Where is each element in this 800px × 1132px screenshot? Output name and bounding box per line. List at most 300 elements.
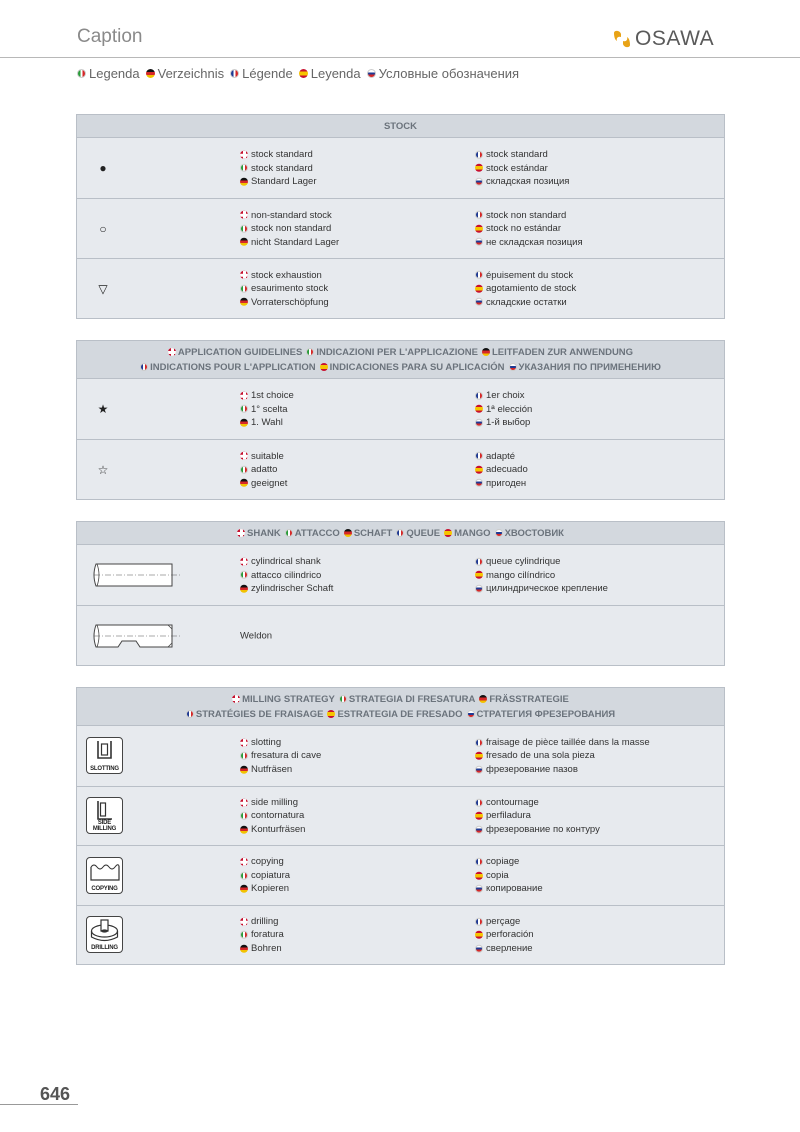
- germany-flag-icon: [240, 419, 248, 427]
- spain-flag-icon: [299, 69, 308, 78]
- france-flag-icon: [475, 738, 483, 746]
- milling-icon-label: DRILLING: [91, 945, 118, 952]
- section-header: [77, 341, 724, 379]
- uk-flag-icon: [240, 798, 248, 806]
- translation-line: [475, 928, 534, 942]
- translation-line: [475, 882, 543, 896]
- section-title-item: [140, 360, 316, 375]
- section-title-text: INDICATIONS POUR L'APPLICATION: [150, 361, 316, 373]
- translations-left: [240, 796, 305, 837]
- translation-text: contornatura: [251, 810, 305, 821]
- uk-flag-icon: [240, 151, 248, 159]
- uk-flag-icon: [232, 695, 240, 703]
- section-title-text: LEITFADEN ZUR ANWENDUNG: [491, 346, 634, 358]
- cylindrical-shank-icon: [92, 560, 182, 590]
- translations-right: [475, 389, 532, 430]
- uk-flag-icon: [240, 271, 248, 279]
- section-header: [77, 522, 724, 545]
- germany-flag-icon: [240, 765, 248, 773]
- translation-text: фрезерование по контуру: [486, 823, 600, 835]
- section-title-text: SHANK: [247, 527, 281, 539]
- translation-text: esaurimento stock: [251, 282, 329, 294]
- italy-flag-icon: [240, 931, 248, 939]
- translations-left: [240, 208, 339, 249]
- translation-line: [475, 823, 600, 837]
- translation-line: [475, 555, 608, 569]
- italy-flag-icon: [240, 571, 248, 579]
- france-flag-icon: [475, 271, 483, 279]
- application-guidelines-section: [76, 340, 725, 500]
- translation-text: queue cylindrique: [486, 555, 561, 567]
- translation-text: stock standard: [251, 148, 313, 160]
- milling-icon-label: SLOTTING: [90, 766, 119, 773]
- translation-line: [475, 148, 569, 162]
- translation-line: [475, 389, 532, 403]
- section-title-text: СТРАТЕГИЯ ФРЕЗЕРОВАНИЯ: [476, 708, 616, 720]
- germany-flag-icon: [344, 529, 352, 537]
- translation-text: drilling: [251, 915, 279, 927]
- translation-line: [240, 928, 284, 942]
- france-flag-icon: [396, 529, 404, 537]
- translation-line: [475, 869, 543, 883]
- section-title-text: APPLICATION GUIDELINES: [177, 346, 303, 358]
- legend-row: [77, 439, 724, 499]
- germany-flag-icon: [240, 298, 248, 306]
- translation-line: [240, 882, 290, 896]
- translation-text: складские остатки: [486, 296, 567, 308]
- legend-symbol: ★: [97, 402, 109, 416]
- translation-text: 1ª elección: [486, 403, 533, 415]
- translation-line: [475, 463, 528, 477]
- section-title-text: FRÄSSTRATEGIE: [489, 693, 569, 705]
- italy-flag-icon: [240, 285, 248, 293]
- translation-line: [240, 809, 305, 823]
- germany-flag-icon: [240, 178, 248, 186]
- slotting-icon: [86, 737, 123, 774]
- uk-flag-icon: [240, 738, 248, 746]
- legend-row: [77, 258, 724, 318]
- translation-line: [475, 476, 528, 490]
- translation-text: пригоден: [486, 477, 527, 489]
- translation-line: [240, 736, 321, 750]
- legend-row: [77, 198, 724, 258]
- translation-line: [475, 568, 608, 582]
- translation-line: [475, 449, 528, 463]
- translation-line: [475, 796, 600, 810]
- translation-line: [475, 222, 583, 236]
- stock-section: [76, 114, 725, 319]
- section-title-text: УКАЗАНИЯ ПО ПРИМЕНЕНИЮ: [518, 361, 661, 373]
- translations-left: [240, 389, 294, 430]
- italy-flag-icon: [240, 164, 248, 172]
- language-legend: [77, 66, 525, 81]
- section-title-item: [237, 526, 281, 541]
- germany-flag-icon: [240, 479, 248, 487]
- translation-line: [475, 749, 650, 763]
- translation-text: agotamiento de stock: [486, 282, 577, 294]
- translation-text: 1° scelta: [251, 403, 288, 415]
- section-title-item: [444, 526, 490, 541]
- language-item: [299, 66, 361, 81]
- translation-text: adapté: [486, 450, 516, 462]
- spain-flag-icon: [475, 871, 483, 879]
- france-flag-icon: [475, 452, 483, 460]
- weldon-shank-icon: [92, 621, 182, 651]
- language-item: [146, 66, 224, 81]
- translation-text: fresado de una sola pieza: [486, 750, 595, 761]
- translation-line: [475, 855, 543, 869]
- section-title-item: [479, 692, 569, 707]
- shank-symbol: [77, 606, 197, 665]
- section-title-item: [482, 345, 633, 360]
- translation-line: [240, 208, 339, 222]
- translation-text: suitable: [251, 450, 284, 462]
- section-title-text: MILLING STRATEGY: [242, 693, 335, 705]
- shank-section: [76, 521, 725, 666]
- russia-flag-icon: [475, 944, 483, 952]
- uk-flag-icon: [240, 452, 248, 460]
- translation-line: [475, 809, 600, 823]
- translation-line: [240, 476, 287, 490]
- legend-row: [77, 726, 724, 786]
- translation-text: perçage: [486, 915, 521, 927]
- spain-flag-icon: [475, 752, 483, 760]
- milling-symbol: [77, 846, 129, 905]
- translations-left: [240, 148, 317, 189]
- section-title-item: [285, 526, 340, 541]
- uk-flag-icon: [237, 529, 245, 537]
- france-flag-icon: [230, 69, 239, 78]
- translation-text: Konturfräsen: [251, 823, 306, 835]
- section-header: [77, 115, 724, 138]
- translation-text: fraisage de pièce taillée dans la masse: [486, 736, 650, 748]
- russia-flag-icon: [475, 885, 483, 893]
- translation-line: [240, 222, 339, 236]
- translations-left: [240, 736, 321, 777]
- legend-row: [77, 605, 724, 665]
- milling-symbol: [77, 726, 129, 786]
- translation-text: цилиндрическое крепление: [486, 582, 608, 594]
- translation-text: stock non standard: [251, 222, 332, 234]
- legend-row: [77, 379, 724, 439]
- translation-line: [240, 449, 287, 463]
- translation-line: [240, 823, 305, 837]
- translations-right: [475, 796, 600, 837]
- italy-flag-icon: [240, 752, 248, 760]
- translation-line: [240, 942, 284, 956]
- section-title-item: [168, 345, 302, 360]
- translation-text: фрезерование пазов: [486, 763, 578, 775]
- translations-right: [475, 555, 608, 596]
- russia-flag-icon: [467, 710, 475, 718]
- uk-flag-icon: [240, 858, 248, 866]
- france-flag-icon: [186, 710, 194, 718]
- section-title-text: INDICACIONES PARA SU APLICACIÓN: [329, 361, 505, 373]
- translation-text: perfiladura: [486, 810, 531, 821]
- page-title: Caption: [77, 26, 143, 47]
- translation-text: épuisement du stock: [486, 269, 574, 281]
- translation-text: adatto: [251, 463, 278, 475]
- translation-line: [475, 402, 532, 416]
- translation-text: foratura: [251, 929, 284, 940]
- italy-flag-icon: [339, 695, 347, 703]
- section-title-text: QUEUE: [406, 527, 441, 539]
- translation-line: [475, 915, 534, 929]
- translation-line: [240, 268, 329, 282]
- translations-right: [475, 268, 576, 309]
- france-flag-icon: [475, 798, 483, 806]
- translation-text: Bohren: [251, 942, 282, 954]
- translation-line: [240, 629, 272, 643]
- translations-left: [240, 855, 290, 896]
- copying-icon: [86, 857, 123, 894]
- russia-flag-icon: [475, 585, 483, 593]
- translation-line: [475, 175, 569, 189]
- section-title-item: [396, 526, 440, 541]
- germany-flag-icon: [482, 348, 490, 356]
- title-rule: [0, 57, 800, 58]
- translation-line: [240, 763, 321, 777]
- legend-symbol: ○: [99, 221, 107, 236]
- translations-right: [475, 148, 569, 189]
- section-title-item: [320, 360, 505, 375]
- france-flag-icon: [140, 363, 148, 371]
- section-title-item: [232, 692, 335, 707]
- language-label: Leyenda: [310, 66, 361, 81]
- translations-right: [475, 915, 534, 956]
- uk-flag-icon: [240, 392, 248, 400]
- page-number-rule: [0, 1104, 78, 1105]
- translation-text: side milling: [251, 796, 298, 808]
- legend-row: [77, 845, 724, 905]
- translation-text: складская позиция: [486, 175, 570, 187]
- translation-text: slotting: [251, 736, 282, 748]
- russia-flag-icon: [367, 69, 376, 78]
- side-milling-icon: [86, 797, 123, 834]
- germany-flag-icon: [240, 944, 248, 952]
- section-title-text: ATTACCO: [294, 527, 340, 539]
- italy-flag-icon: [306, 348, 314, 356]
- translation-line: [475, 582, 608, 596]
- spain-flag-icon: [475, 931, 483, 939]
- translation-line: [240, 282, 329, 296]
- spain-flag-icon: [444, 529, 452, 537]
- translation-text: Nutfräsen: [251, 763, 293, 775]
- translation-line: [475, 295, 576, 309]
- spain-flag-icon: [475, 285, 483, 293]
- translation-text: stock standard: [251, 162, 313, 174]
- translation-text: non-standard stock: [251, 209, 332, 221]
- translation-line: [240, 416, 294, 430]
- france-flag-icon: [475, 858, 483, 866]
- spain-flag-icon: [327, 710, 335, 718]
- translation-line: [240, 749, 321, 763]
- translation-text: stock non standard: [486, 209, 567, 221]
- translation-line: [240, 855, 290, 869]
- section-title-text: INDICAZIONI PER L'APPLICAZIONE: [316, 346, 478, 358]
- russia-flag-icon: [475, 178, 483, 186]
- translation-text: 1. Wahl: [251, 416, 283, 428]
- section-title-item: [327, 707, 462, 722]
- translation-text: stock standard: [486, 148, 548, 160]
- language-item: [367, 66, 519, 81]
- translations-left: [240, 915, 284, 956]
- section-title-item: [495, 526, 564, 541]
- translation-text: attacco cilindrico: [251, 569, 322, 581]
- germany-flag-icon: [146, 69, 155, 78]
- translation-text: adecuado: [486, 463, 528, 475]
- logo-text: OSAWA: [635, 27, 715, 50]
- translation-line: [240, 869, 290, 883]
- page-number: 646: [40, 1084, 71, 1104]
- translation-text: geeignet: [251, 477, 288, 489]
- section-title-item: [467, 707, 616, 722]
- translation-line: [475, 282, 576, 296]
- translation-line: [240, 161, 317, 175]
- section-title-text: STRATÉGIES DE FRAISAGE: [195, 708, 324, 720]
- language-label: Условные обозначения: [378, 66, 520, 81]
- language-item: [230, 66, 293, 81]
- translation-text: mango cilíndrico: [486, 569, 556, 581]
- translation-line: [475, 161, 569, 175]
- translation-text: не складская позиция: [486, 236, 583, 248]
- translation-line: [475, 736, 650, 750]
- translation-text: stock estándar: [486, 162, 548, 174]
- translations-right: [475, 449, 528, 490]
- section-title-text: ХВОСТОВИК: [504, 527, 564, 539]
- milling-icon-label: COPYING: [91, 885, 118, 892]
- translation-text: копирование: [486, 883, 543, 894]
- section-title-item: [186, 707, 324, 722]
- milling-icon-label: SIDE MILLING: [92, 820, 117, 833]
- milling-symbol: [77, 906, 129, 965]
- translation-text: contournage: [486, 796, 539, 808]
- russia-flag-icon: [475, 298, 483, 306]
- translation-text: stock no estándar: [486, 222, 561, 234]
- germany-flag-icon: [240, 885, 248, 893]
- milling-strategy-section: [76, 687, 725, 965]
- translation-text: nicht Standard Lager: [251, 236, 340, 248]
- france-flag-icon: [475, 211, 483, 219]
- italy-flag-icon: [285, 529, 293, 537]
- section-title-text: SCHAFT: [353, 527, 393, 539]
- translation-line: [240, 402, 294, 416]
- language-label: Legenda: [89, 66, 140, 81]
- russia-flag-icon: [475, 765, 483, 773]
- section-title-text: STRATEGIA DI FRESATURA: [348, 693, 476, 705]
- translation-text: Vorraterschöpfung: [251, 296, 329, 308]
- translation-line: [475, 942, 534, 956]
- uk-flag-icon: [168, 348, 176, 356]
- france-flag-icon: [475, 392, 483, 400]
- spain-flag-icon: [475, 466, 483, 474]
- translations-right: [475, 208, 583, 249]
- germany-flag-icon: [479, 695, 487, 703]
- italy-flag-icon: [240, 812, 248, 820]
- russia-flag-icon: [475, 419, 483, 427]
- osawa-logo: [611, 27, 714, 51]
- legend-symbol: ▽: [98, 281, 108, 296]
- language-item: [77, 66, 140, 81]
- spain-flag-icon: [475, 225, 483, 233]
- russia-flag-icon: [509, 363, 517, 371]
- russia-flag-icon: [475, 479, 483, 487]
- translation-text: copia: [486, 869, 509, 881]
- translation-line: [475, 235, 583, 249]
- italy-flag-icon: [240, 405, 248, 413]
- translation-line: [240, 463, 287, 477]
- legend-row: [77, 545, 724, 605]
- france-flag-icon: [475, 558, 483, 566]
- section-title-item: [344, 526, 393, 541]
- germany-flag-icon: [240, 585, 248, 593]
- translation-text: 1-й выбор: [486, 416, 531, 428]
- translations-left: [240, 268, 329, 309]
- italy-flag-icon: [77, 69, 86, 78]
- translation-line: [240, 148, 317, 162]
- translation-text: copying: [251, 856, 284, 867]
- legend-row: [77, 905, 724, 965]
- drilling-icon: [86, 916, 123, 953]
- uk-flag-icon: [240, 558, 248, 566]
- translation-text: 1er choix: [486, 389, 525, 401]
- spain-flag-icon: [475, 405, 483, 413]
- translations-left: [240, 449, 287, 490]
- section-title-text: MANGO: [454, 527, 491, 539]
- translation-text: Weldon: [240, 629, 273, 641]
- russia-flag-icon: [495, 529, 503, 537]
- translation-line: [240, 235, 339, 249]
- translation-line: [240, 175, 317, 189]
- spain-flag-icon: [475, 164, 483, 172]
- translation-line: [240, 568, 333, 582]
- legend-symbol: ☆: [97, 462, 109, 477]
- translation-line: [475, 763, 650, 777]
- italy-flag-icon: [240, 225, 248, 233]
- uk-flag-icon: [240, 917, 248, 925]
- translation-line: [240, 582, 333, 596]
- section-title-item: [306, 345, 478, 360]
- section-title-text: ESTRATEGIA DE FRESADO: [337, 708, 463, 720]
- germany-flag-icon: [240, 238, 248, 246]
- legend-symbol: ●: [99, 161, 107, 175]
- shank-symbol: [77, 545, 197, 605]
- translation-line: [475, 208, 583, 222]
- france-flag-icon: [475, 151, 483, 159]
- translations-right: [475, 855, 543, 896]
- translation-line: [475, 416, 532, 430]
- uk-flag-icon: [240, 211, 248, 219]
- section-title: STOCK: [383, 120, 418, 132]
- spain-flag-icon: [320, 363, 328, 371]
- translation-text: Standard Lager: [251, 175, 317, 187]
- section-title-item: [339, 692, 476, 707]
- milling-symbol: [77, 787, 129, 846]
- language-label: Légende: [242, 66, 293, 81]
- language-label: Verzeichnis: [157, 66, 225, 81]
- osawa-logo-mark-icon: [611, 28, 633, 50]
- translation-text: 1st choice: [251, 389, 294, 401]
- translation-line: [240, 915, 284, 929]
- italy-flag-icon: [240, 466, 248, 474]
- translations-left: [240, 629, 272, 643]
- translation-text: сверление: [486, 942, 533, 954]
- translation-text: perforación: [486, 929, 534, 940]
- legend-row: [77, 138, 724, 198]
- translations-left: [240, 555, 333, 596]
- translation-text: zylindrischer Schaft: [251, 582, 334, 594]
- legend-row: [77, 786, 724, 846]
